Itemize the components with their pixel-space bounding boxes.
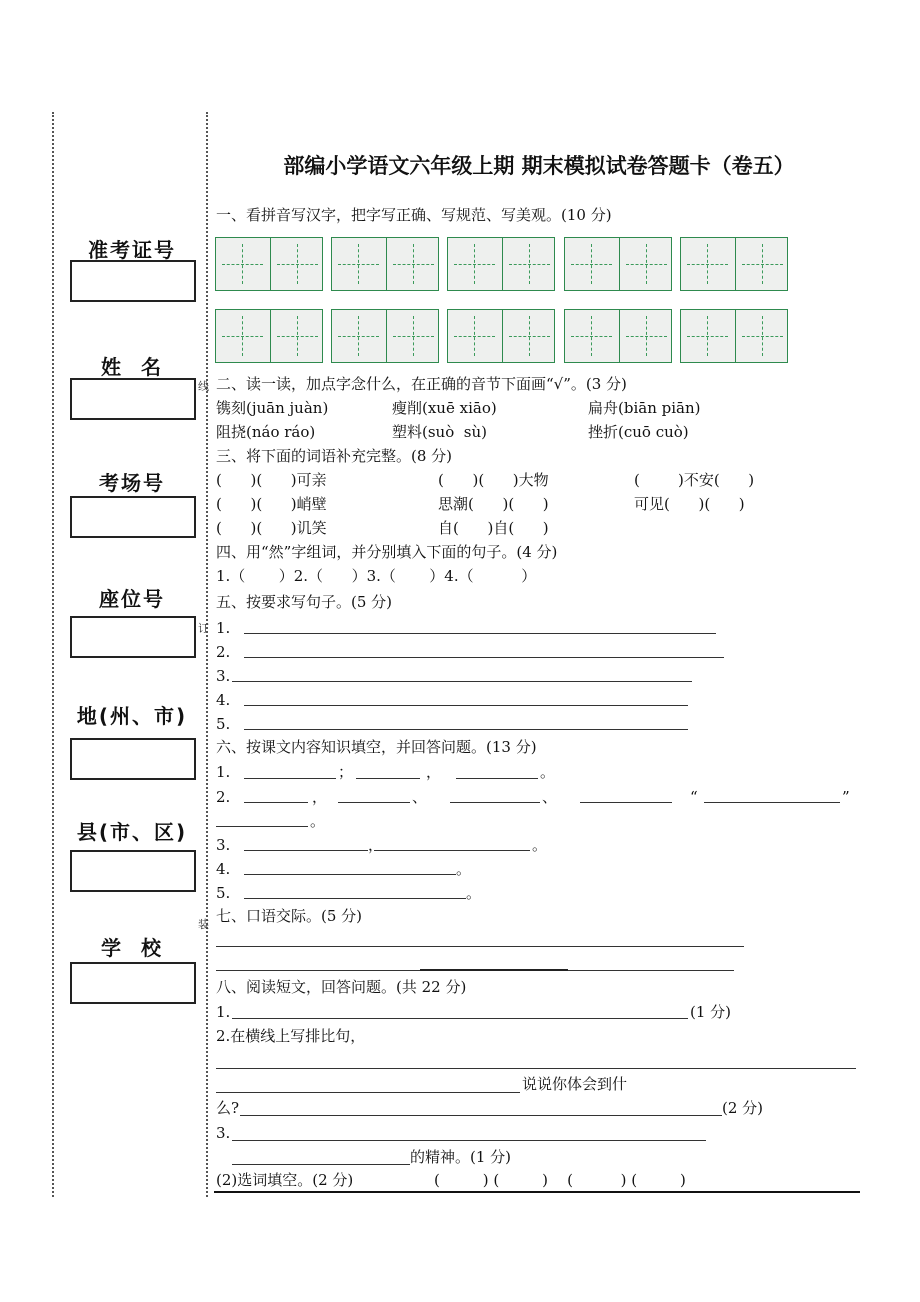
q3-spirit: 的精神。(1 分) <box>410 1148 512 1166</box>
answer-line[interactable] <box>244 705 688 706</box>
sentence-num: 4. <box>216 691 231 709</box>
fill-blank[interactable] <box>216 826 308 827</box>
sentence-num: 1. <box>216 619 231 637</box>
punct: 。 <box>466 884 482 902</box>
section-2-heading: 二、读一读，加点字念什么，在正确的音节下面画“√”。(3 分) <box>216 375 627 393</box>
writing-cell[interactable] <box>447 237 555 291</box>
section-5-heading: 五、按要求写句子。(5 分) <box>216 593 393 611</box>
q2-prompt: 2.在横线上写排比句， <box>216 1027 366 1045</box>
label-county: 县(市、区) <box>76 820 188 844</box>
fill-blank[interactable] <box>338 802 410 803</box>
pinyin-item[interactable]: 挫折(cuō cuò) <box>588 423 689 441</box>
idiom-item[interactable]: ( )不安( ) <box>634 471 755 489</box>
label-seat: 座位号 <box>99 587 165 611</box>
punct: ； <box>338 763 354 781</box>
q2-score: (2 分) <box>722 1099 764 1117</box>
punct: ” <box>842 788 850 806</box>
writing-cell[interactable] <box>331 309 439 363</box>
fill-blank[interactable] <box>244 802 308 803</box>
label-exam-number: 准考证号 <box>88 238 176 262</box>
fill-blank[interactable] <box>450 802 540 803</box>
answer-line[interactable] <box>232 1164 410 1165</box>
fill-blank[interactable] <box>704 802 840 803</box>
sentence-num: 2. <box>216 643 231 661</box>
sentence-num: 3. <box>216 667 231 685</box>
pinyin-item[interactable]: 扁舟(biān piān) <box>588 399 701 417</box>
school-box[interactable] <box>70 962 196 1004</box>
pinyin-item[interactable]: 塑料(suò sù) <box>392 423 487 441</box>
idiom-item[interactable]: ( )( )讥笑 <box>216 519 327 537</box>
writing-cell[interactable] <box>215 237 323 291</box>
fill-blank[interactable] <box>356 778 420 779</box>
idiom-item[interactable]: 可见( )( ) <box>634 495 745 513</box>
fill-num: 2. <box>216 788 231 806</box>
punct: 、 <box>412 788 428 806</box>
fill-num: 1. <box>216 763 231 781</box>
fill-num: 3. <box>216 836 231 854</box>
pinyin-item[interactable]: 镌刻(juān juàn) <box>216 399 329 417</box>
writing-cell[interactable] <box>331 237 439 291</box>
q2-what: 么? <box>216 1099 240 1117</box>
section-7-heading: 七、口语交际。(5 分) <box>216 907 363 925</box>
writing-cell[interactable] <box>564 237 672 291</box>
label-exam-room: 考场号 <box>99 471 165 495</box>
label-name: 姓 名 <box>101 355 163 379</box>
bottom-rule <box>214 1191 860 1193</box>
q1-score: (1 分) <box>690 1003 732 1021</box>
answer-line[interactable] <box>216 946 744 947</box>
writing-cell[interactable] <box>447 309 555 363</box>
name-box[interactable] <box>70 378 196 420</box>
fill-blank[interactable] <box>456 778 538 779</box>
answer-line[interactable] <box>240 1115 722 1116</box>
section-4-heading: 四、用“然”字组词，并分别填入下面的句子。(4 分) <box>216 543 558 561</box>
section-6-heading: 六、按课文内容知识填空，并回答问题。(13 分) <box>216 738 537 756</box>
fill-blank[interactable] <box>244 778 336 779</box>
cut-mark: 订 <box>198 622 209 635</box>
fill-num: 4. <box>216 860 231 878</box>
writing-cell[interactable] <box>564 309 672 363</box>
idiom-item[interactable]: 自( )自( ) <box>438 519 549 537</box>
q4-blanks[interactable]: ( ) ( ) ( ) ( ) <box>434 1171 686 1189</box>
punct: 。 <box>540 763 556 781</box>
label-school: 学 校 <box>101 936 163 960</box>
label-prefecture: 地(州、市) <box>76 704 188 728</box>
idiom-item[interactable]: ( )( )可亲 <box>216 471 327 489</box>
fill-blank[interactable] <box>244 874 456 875</box>
cut-mark: 装 <box>198 918 209 931</box>
answer-line[interactable] <box>216 1092 520 1093</box>
answer-line[interactable] <box>232 1140 706 1141</box>
pinyin-item[interactable]: 瘦削(xuē xiāo) <box>392 399 497 417</box>
q3-num: 3. <box>216 1124 231 1142</box>
punct: ， <box>312 788 328 806</box>
fill-blank[interactable] <box>244 850 368 851</box>
punct: 、 <box>542 788 558 806</box>
exam-room-box[interactable] <box>70 496 196 538</box>
q1-num: 1. <box>216 1003 231 1021</box>
writing-cell[interactable] <box>215 309 323 363</box>
answer-line[interactable] <box>244 633 716 634</box>
writing-cell[interactable] <box>680 237 788 291</box>
punct: 。 <box>310 812 326 830</box>
q2-continue: 说说你体会到什 <box>522 1075 628 1093</box>
fill-blank[interactable] <box>374 850 530 851</box>
q4-prompt: (2)选词填空。(2 分) <box>216 1171 354 1189</box>
section-1-heading: 一、看拼音写汉字，把字写正确、写规范、写美观。(10 分) <box>216 206 612 224</box>
writing-cell[interactable] <box>680 309 788 363</box>
word-blanks[interactable]: 1.（ ）2.（ ）3.（ ）4.（ ） <box>216 567 537 585</box>
section-8-heading: 八、阅读短文，回答问题。(共 22 分) <box>216 978 467 996</box>
county-box[interactable] <box>70 850 196 892</box>
answer-line[interactable] <box>216 1068 856 1069</box>
sentence-num: 5. <box>216 715 231 733</box>
idiom-item[interactable]: 思潮( )( ) <box>438 495 549 513</box>
page-title: 部编小学语文六年级上期 期末模拟试卷答题卡（卷五） <box>283 153 795 178</box>
punct: 。 <box>456 860 472 878</box>
punct: ， <box>426 763 442 781</box>
binding-line-right <box>206 112 208 1197</box>
punct: 。 <box>532 836 548 854</box>
binding-line-left <box>52 112 54 1197</box>
fill-blank[interactable] <box>580 802 672 803</box>
exam-number-box[interactable] <box>70 260 196 302</box>
prefecture-box[interactable] <box>70 738 196 780</box>
cut-mark: 线 <box>198 380 209 393</box>
answer-line[interactable] <box>244 657 724 658</box>
idiom-item[interactable]: ( )( )峭壁 <box>216 495 327 513</box>
seat-box[interactable] <box>70 616 196 658</box>
punct: “ <box>690 788 698 806</box>
idiom-item[interactable]: ( )( )大物 <box>438 471 549 489</box>
section-3-heading: 三、将下面的词语补充完整。(8 分) <box>216 447 453 465</box>
fill-blank[interactable] <box>244 898 466 899</box>
fill-num: 5. <box>216 884 231 902</box>
pinyin-item[interactable]: 阻挠(náo ráo) <box>216 423 316 441</box>
punct: ， <box>368 836 384 854</box>
answer-line[interactable] <box>232 681 692 682</box>
answer-line[interactable] <box>244 729 688 730</box>
answer-line-accent <box>420 969 568 971</box>
answer-line[interactable] <box>232 1018 688 1019</box>
